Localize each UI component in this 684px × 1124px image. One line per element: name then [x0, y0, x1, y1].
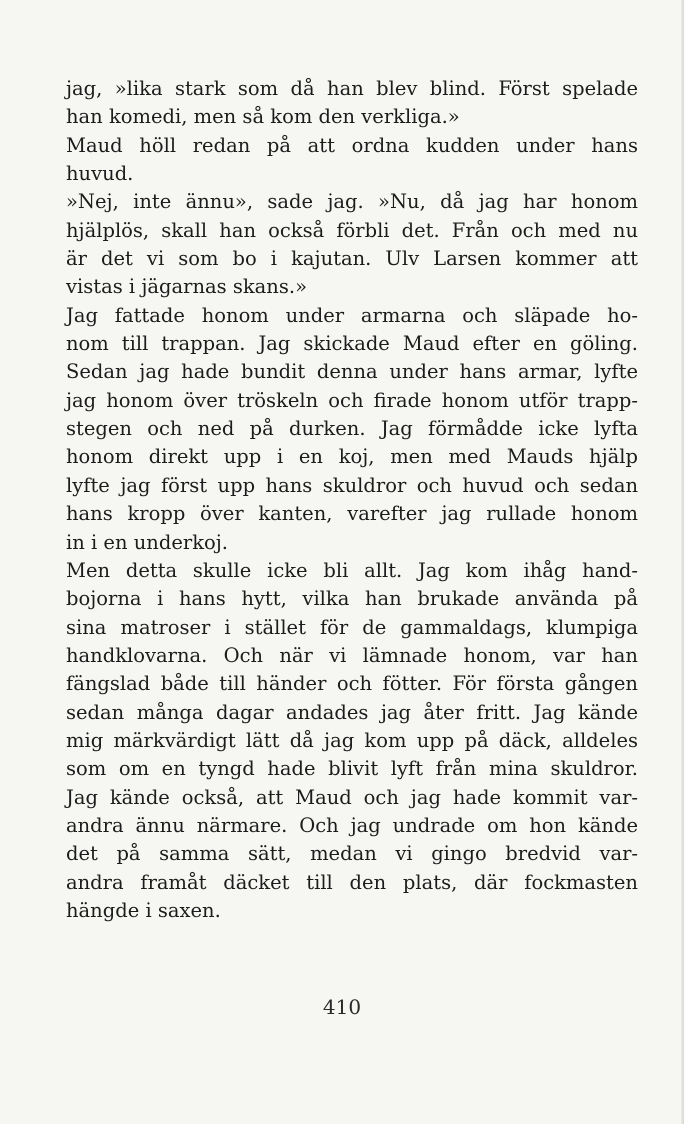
text-line: nom till trappan. Jag skickade Maud efter en göling. — [66, 332, 638, 356]
text-line: jag, »lika stark som då han blev blind. Först spelade — [66, 77, 638, 100]
text-line: huvud. — [66, 162, 134, 186]
text-line: andra ännu närmare. Och jag undrade om hon kände — [66, 813, 638, 837]
text-line: sedan många dagar andades jag åter fritt. Jag kände — [66, 700, 638, 724]
text-line: »Nej, inte ännu», sade jag. »Nu, då jag har honom — [66, 190, 638, 214]
text-line: Jag kände också, att Maud och jag hade kommit var- — [66, 785, 638, 809]
text-line: hängde i saxen. — [66, 898, 221, 922]
page-number: 410 — [322, 995, 362, 1019]
text-line: Sedan jag hade bundit denna under hans armar, lyfte — [66, 360, 638, 384]
text-line: bojorna i hans hytt, vilka han brukade använda på — [66, 587, 638, 611]
text-line: vistas i jägarnas skans.» — [66, 275, 307, 299]
body-text — [66, 75, 638, 925]
text-line: han komedi, men så kom den verkliga.» — [66, 105, 460, 129]
text-line: Jag fattade honom under armarna och släpade ho- — [66, 303, 638, 327]
text-line: sina matroser i stället för de gammaldags, klumpiga — [66, 615, 638, 639]
text-line: det på samma sätt, medan vi gingo bredvid var- — [66, 842, 638, 866]
text-line: stegen och ned på durken. Jag förmådde icke lyfta — [66, 417, 638, 441]
text-line: mig märkvärdigt lätt då jag kom upp på däck, alldeles — [66, 728, 638, 752]
text-line: Maud höll redan på att ordna kudden under hans — [66, 133, 638, 157]
text-line: är det vi som bo i kajutan. Ulv Larsen kommer att — [66, 247, 638, 271]
text-line: fängslad både till händer och fötter. För första gången — [66, 672, 638, 696]
text-line: hans kropp över kanten, varefter jag rullade honom — [66, 502, 638, 526]
text-line: Men detta skulle icke bli allt. Jag kom ihåg hand- — [66, 558, 638, 582]
text-line: andra framåt däcket till den plats, där fockmasten — [66, 870, 638, 894]
text-line: hjälplös, skall han också förbli det. Från och med nu — [66, 218, 638, 242]
text-line: honom direkt upp i en koj, men med Mauds hjälp — [66, 445, 638, 469]
text-line: lyfte jag först upp hans skuldror och huvud och sedan — [66, 473, 638, 497]
text-line: handklovarna. Och när vi lämnade honom, var han — [66, 643, 638, 667]
text-line: in i en underkoj. — [66, 530, 228, 554]
text-line: som om en tyngd hade blivit lyft från mina skuldror. — [66, 757, 638, 781]
text-line: jag honom över tröskeln och firade honom utför trapp- — [66, 388, 638, 412]
